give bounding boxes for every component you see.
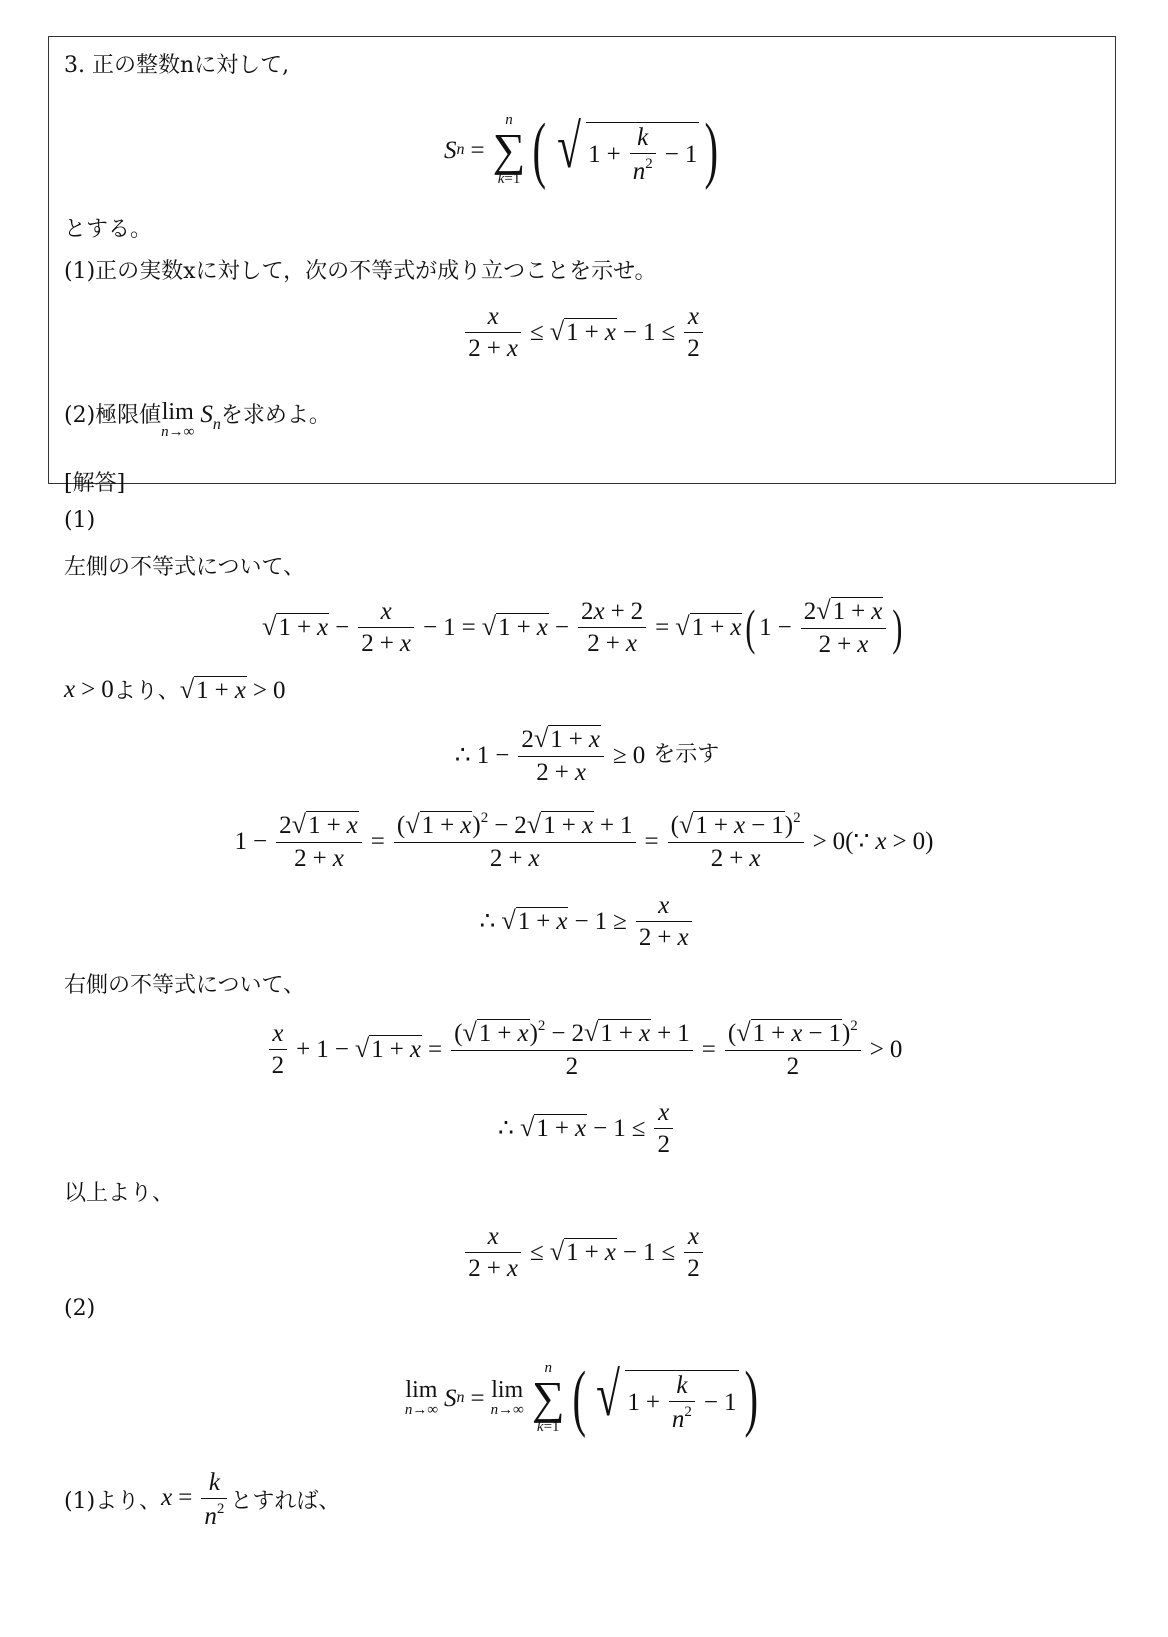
eq-show: ∴ 1 − $\frac{2√1 + x}{2 + x}$ ≥ 0 を示す <box>454 724 720 786</box>
target-inequality: $\frac{x}{2 + x}$ ≤ √1 + x − 1 ≤ $\frac{x}{2}$ <box>0 300 1168 364</box>
eq-limit: lim n→∞ S n = lim n→∞ n ∑ k=1 ( √ 1 + $\frac{k}{n^2}$ − 1 ) <box>404 1357 758 1439</box>
eq-right-result: ∴ √1 + x − 1 ≤ $\frac{x}{2}$ <box>0 1096 1168 1160</box>
right-inequality-intro: 右側の不等式について、 <box>64 973 306 998</box>
eq-left-result: ∴ √1 + x − 1 ≥ $\frac{x}{2 + x}$ <box>0 886 1168 956</box>
left-inequality-intro: 左側の不等式について、 <box>64 555 306 580</box>
problem-define: とする。 <box>64 217 153 242</box>
sn-definition: S n = n ∑ k=1 ( √ 1 + $\frac{k}{n^2}$ − 1 ) <box>444 109 719 191</box>
conclusion-intro: 以上より、 <box>64 1181 175 1206</box>
substitution-line: (1)より、 x = $\frac{k}{n^2}$ とすれば、 <box>64 1469 341 1530</box>
problem-question-1: (1)正の実数xに対して，次の不等式が成り立つことを示せ。 <box>64 259 657 284</box>
part1-label: (1) <box>64 508 96 533</box>
eq-left-1: √1 + x − $\frac{x}{2 + x}$ − 1 = √1 + x − $\frac{2x + 2}{2 + x}$ = √1 + x ( 1 − $\frac{2√1 + x}{2 + x}$ ) <box>262 596 903 658</box>
x-positive-line: x > 0 より、 √1 + x > 0 <box>64 674 286 704</box>
eq-left-2: 1 − $\frac{2√1 + x}{2 + x}$ = $\frac{(√1 + x)^2 - 2√1 + x + 1}{2 + x}$ = $\frac{(√1 + x - 1)^2}{2 + x}$ > 0(∵ x > 0) <box>234 810 934 872</box>
eq-conclusion: $\frac{x}{2 + x}$ ≤ √1 + x − 1 ≤ $\frac{x}{2}$ <box>0 1218 1168 1286</box>
problem-intro: 3. 正の整数nに対して, <box>64 53 290 78</box>
eq-right-1: $\frac{x}{2}$ + 1 − √1 + x = $\frac{(√1 + x)^2 - 2√1 + x + 1}{2}$ = $\frac{(√1 + x - 1)^2}{2}$ > 0 <box>0 1012 1168 1086</box>
answer-heading: [解答] <box>64 471 126 496</box>
problem-question-2: (2)極限値 lim n→∞ $S_n$ を求めよ。 <box>64 399 331 441</box>
part2-label: (2) <box>64 1296 96 1321</box>
